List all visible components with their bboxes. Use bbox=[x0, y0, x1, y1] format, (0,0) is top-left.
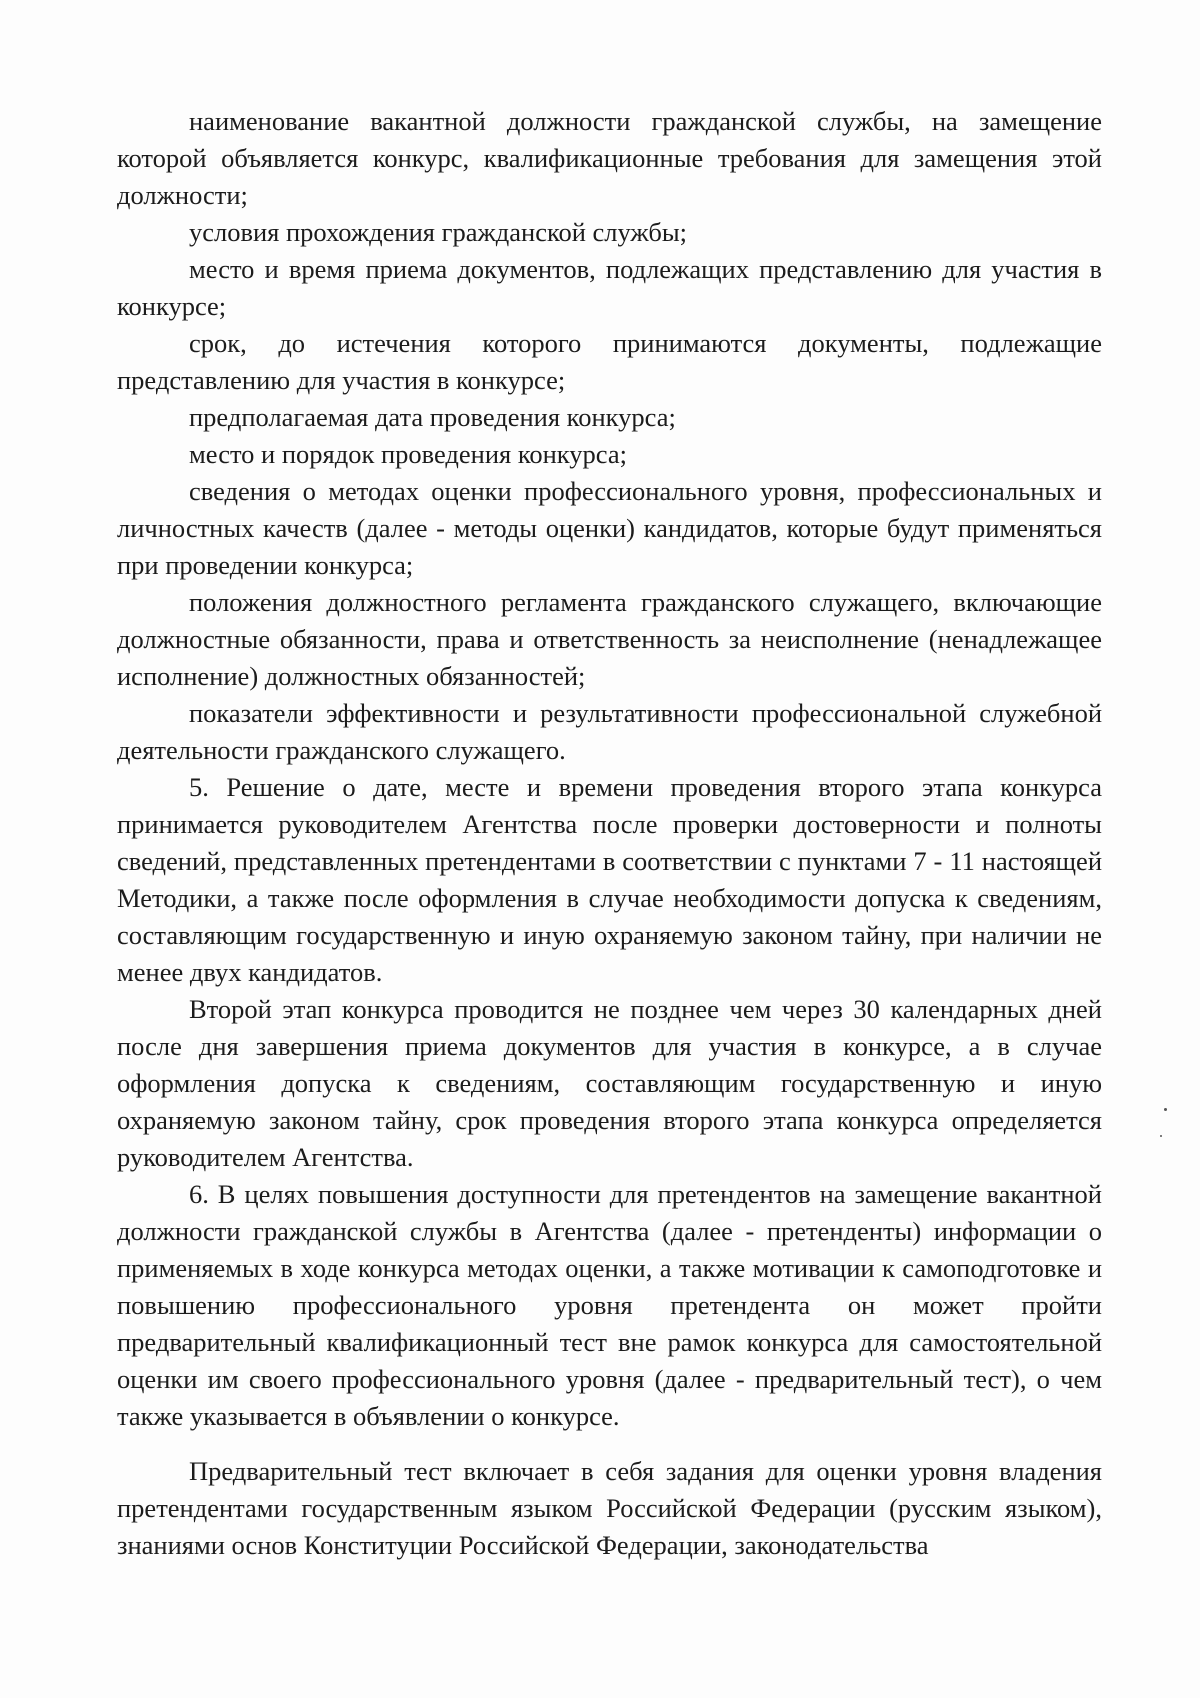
paragraph-section-6: 6. В целях повышения доступности для претендентов на замещение вакантной должности гражданской службы в Агентства (далее - претенденты) информации о применяемых в ходе конкурса методах оценки, а также мотивации к самоподготовке и повышению профессионального уровня претендента он может пройти предварительный квалификационный тест вне рамок конкурса для самостоятельной оценки им своего профессионального уровня (далее - предварительный тест), о чем также указывается в объявлении о конкурсе. bbox=[117, 1179, 1102, 1431]
paragraph-deadline: срок, до истечения которого принимаются документы, подлежащие представлению для участия в конкурсе; bbox=[117, 328, 1102, 395]
paragraph-document-reception: место и время приема документов, подлежащих представлению для участия в конкурсе; bbox=[117, 254, 1102, 321]
paragraph-place-and-order: место и порядок проведения конкурса; bbox=[189, 439, 628, 469]
paragraph-job-regulations: положения должностного регламента гражданского служащего, включающие должностные обязанности, права и ответственность за неисполнение (ненадлежащее исполнение) должностных обязанностей; bbox=[117, 587, 1102, 691]
paragraph-second-stage: Второй этап конкурса проводится не позднее чем через 30 календарных дней после дня завершения приема документов для участия в конкурсе, а в случае оформления допуска к сведениям, составляющим государственную и иную охраняемую законом тайну, срок проведения второго этапа конкурса определяется руководителем Агентства. bbox=[117, 994, 1102, 1172]
paragraph-section-5: 5. Решение о дате, месте и времени проведения второго этапа конкурса принимается руководителем Агентства после проверки достоверности и полноты сведений, представленных претендентами в соответствии с пунктами 7 - 11 настоящей Методики, а также после оформления в случае необходимости допуска к сведениям, составляющим государственную и иную охраняемую законом тайну, при наличии не менее двух кандидатов. bbox=[117, 772, 1102, 987]
scan-speck bbox=[1164, 1108, 1167, 1111]
scan-speck bbox=[1160, 1135, 1162, 1137]
paragraph-performance-indicators: показатели эффективности и результативности профессиональной служебной деятельности гражданского служащего. bbox=[117, 698, 1102, 765]
paragraph-expected-date: предполагаемая дата проведения конкурса; bbox=[189, 402, 676, 432]
paragraph-service-conditions: условия прохождения гражданской службы; bbox=[189, 217, 688, 247]
paragraph-evaluation-methods: сведения о методах оценки профессионального уровня, профессиональных и личностных качеств (далее - методы оценки) кандидатов, которые будут применяться при проведении конкурса; bbox=[117, 476, 1102, 580]
document-body bbox=[117, 103, 1102, 1564]
paragraph-vacancy-name: наименование вакантной должности гражданской службы, на замещение которой объявляется конкурс, квалификационные требования для замещения этой должности; bbox=[117, 106, 1102, 210]
paragraph-preliminary-test: Предварительный тест включает в себя задания для оценки уровня владения претендентами государственным языком Российской Федерации (русским языком), знаниями основ Конституции Российской Федерации, законодательства bbox=[117, 1456, 1102, 1560]
